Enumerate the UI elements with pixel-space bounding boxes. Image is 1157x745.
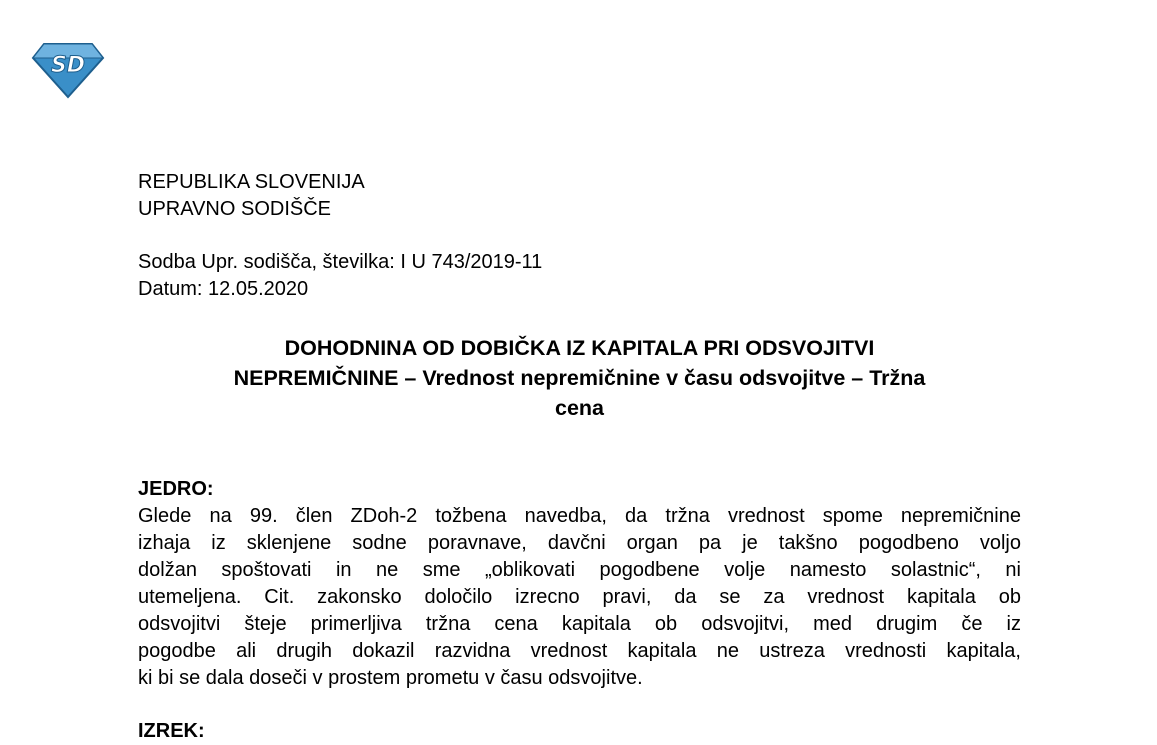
header-line-republic: REPUBLIKA SLOVENIJA	[138, 171, 365, 193]
jedro-line: izhaja iz sklenjene sodne poravnave, davčni organ pa je takšno pogodbeno voljo	[138, 532, 1021, 554]
title-line-3: cena	[554, 396, 604, 420]
jedro-line: ki bi se dala doseči v prostem prometu v času odsvojitve.	[138, 667, 643, 689]
jedro-line: odsvojitvi šteje primerljiva tržna cena kapitala ob odsvojitvi, med drugim če iz	[138, 613, 1021, 635]
case-info	[138, 249, 1021, 303]
jedro-line: pogodbe ali drugih dokazil razvidna vrednost kapitala ne ustreza vrednosti kapitala,	[138, 640, 1021, 662]
document-title	[138, 333, 1021, 423]
logo-text: SD	[50, 53, 86, 78]
case-number: Sodba Upr. sodišča, številka: I U 743/2019-11	[138, 251, 543, 273]
jedro-line: Glede na 99. člen ZDoh-2 tožbena navedba, da tržna vrednost spome nepremičnine	[138, 505, 1021, 527]
jedro-line: utemeljena. Cit. zakonsko določilo izrecno pravi, da se za vrednost kapitala ob	[138, 586, 1021, 608]
title-line-1: DOHODNINA OD DOBIČKA IZ KAPITALA PRI ODSVOJITVI	[284, 336, 875, 360]
jedro-section	[138, 476, 1021, 692]
sd-diamond-logo-icon	[30, 40, 106, 100]
court-header	[138, 169, 1021, 223]
title-line-2: NEPREMIČNINE – Vrednost nepremičnine v času odsvojitve – Tržna	[233, 366, 926, 390]
case-date: Datum: 12.05.2020	[138, 278, 309, 300]
jedro-heading: JEDRO:	[138, 478, 214, 500]
document-body	[138, 169, 1021, 745]
jedro-line: dolžan spoštovati in ne sme „oblikovati pogodbene volje namesto solastnic“, ni	[138, 559, 1021, 581]
jedro-paragraph	[138, 503, 1021, 692]
header-line-court: UPRAVNO SODIŠČE	[138, 198, 331, 220]
izrek-heading: IZREK:	[138, 720, 205, 742]
